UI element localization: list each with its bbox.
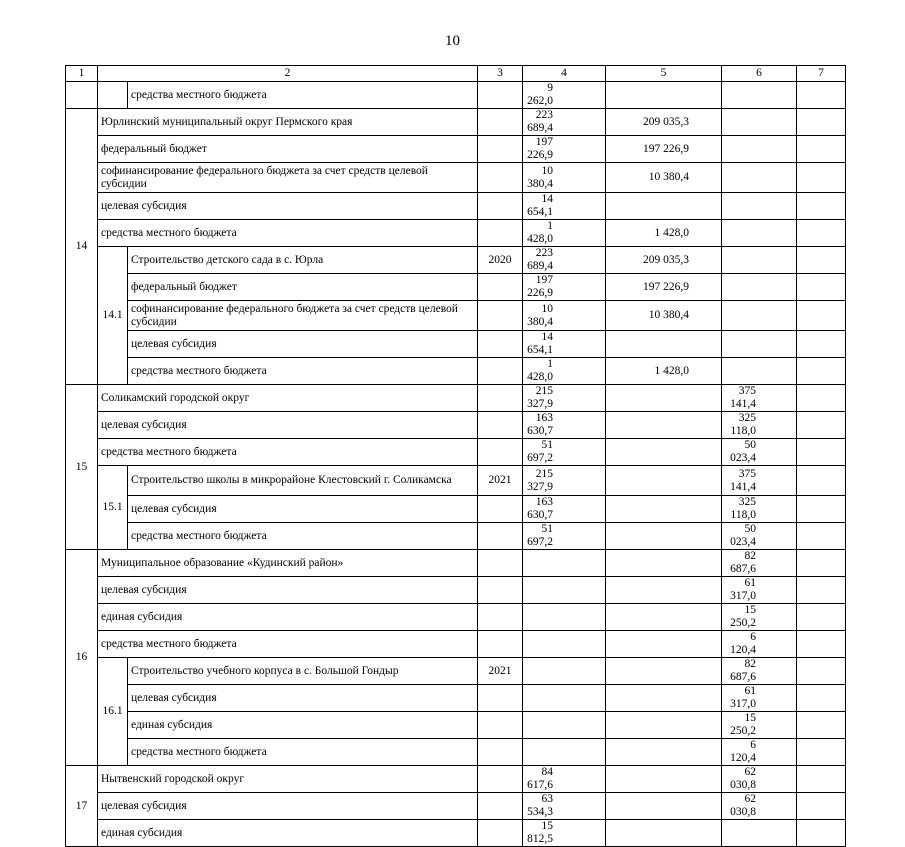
table-row	[66, 577, 846, 604]
row-label: средства местного бюджета	[128, 523, 478, 550]
table-row	[66, 109, 846, 136]
group-number: 16	[66, 550, 98, 766]
row-label: федеральный бюджет	[98, 136, 478, 163]
group-number: 14	[66, 109, 98, 385]
header-cell: 7	[797, 66, 846, 82]
table-row	[66, 412, 846, 439]
row-label: Соликамский городской округ	[98, 385, 478, 412]
group-number: 15	[66, 385, 98, 550]
value-cell: 50 023,4	[722, 439, 797, 466]
value-cell: 15 250,2	[722, 604, 797, 631]
row-label: Муниципальное образование «Кудинский район»	[98, 550, 478, 577]
value-cell: 51 697,2	[523, 439, 606, 466]
row-label: целевая субсидия	[98, 793, 478, 820]
value-cell: 10 380,4	[523, 163, 606, 193]
value-cell: 61 317,0	[722, 577, 797, 604]
row-label: единая субсидия	[98, 604, 478, 631]
row-label: целевая субсидия	[98, 193, 478, 220]
row-label: средства местного бюджета	[98, 631, 478, 658]
row-label: средства местного бюджета	[128, 739, 478, 766]
row-label: целевая субсидия	[98, 412, 478, 439]
table-row	[66, 136, 846, 163]
year-cell: 2021	[478, 466, 523, 496]
header-row	[66, 66, 846, 82]
row-label: Строительство школы в микрорайоне Клестовский г. Соликамска	[128, 466, 478, 496]
header-cell: 6	[722, 66, 797, 82]
value-cell: 375 141,4	[722, 466, 797, 496]
value-cell: 82 687,6	[722, 550, 797, 577]
row-label: целевая субсидия	[98, 577, 478, 604]
value-cell: 62 030,8	[722, 766, 797, 793]
value-cell: 197 226,9	[606, 274, 722, 301]
value-cell: 63 534,3	[523, 793, 606, 820]
value-cell: 6 120,4	[722, 631, 797, 658]
value-cell: 62 030,8	[722, 793, 797, 820]
year-cell: 2020	[478, 247, 523, 274]
value-cell: 14 654,1	[523, 193, 606, 220]
value-cell: 163 630,7	[523, 412, 606, 439]
header-cell: 3	[478, 66, 523, 82]
value-cell: 1 428,0	[523, 358, 606, 385]
value-cell: 10 380,4	[606, 163, 722, 193]
value-cell: 375 141,4	[722, 385, 797, 412]
value-cell: 1 428,0	[523, 220, 606, 247]
value-cell: 10 380,4	[606, 301, 722, 331]
value-cell: 1 428,0	[606, 220, 722, 247]
table-row	[66, 358, 846, 385]
value-cell: 51 697,2	[523, 523, 606, 550]
value-cell: 223 689,4	[523, 247, 606, 274]
row-label: средства местного бюджета	[98, 220, 478, 247]
row-label: Юрлинский муниципальный округ Пермского края	[98, 109, 478, 136]
value-cell: 10 380,4	[523, 301, 606, 331]
header-cell: 2	[98, 66, 478, 82]
row-label: федеральный бюджет	[128, 274, 478, 301]
table-row	[66, 820, 846, 847]
table-row	[66, 658, 846, 685]
row-label: средства местного бюджета	[128, 358, 478, 385]
value-cell: 14 654,1	[523, 331, 606, 358]
table-row	[66, 793, 846, 820]
value-cell: 197 226,9	[523, 136, 606, 163]
table-row	[66, 712, 846, 739]
table-row	[66, 274, 846, 301]
row-label: Нытвенский городской округ	[98, 766, 478, 793]
table-row	[66, 193, 846, 220]
value-cell: 215 327,9	[523, 466, 606, 496]
row-label: софинансирование федерального бюджета за счет средств целевой субсидии	[128, 301, 478, 331]
row-label: средства местного бюджета	[128, 82, 478, 109]
value-cell: 1 428,0	[606, 358, 722, 385]
table-row	[66, 766, 846, 793]
row-label: средства местного бюджета	[98, 439, 478, 466]
value-cell: 223 689,4	[523, 109, 606, 136]
value-cell: 15 812,5	[523, 820, 606, 847]
row-label: целевая субсидия	[128, 496, 478, 523]
subgroup-number: 16.1	[98, 658, 128, 766]
value-cell: 15 250,2	[722, 712, 797, 739]
table-row	[66, 163, 846, 193]
table-row	[66, 331, 846, 358]
table-row	[66, 247, 846, 274]
table-row	[66, 385, 846, 412]
table-row	[66, 550, 846, 577]
value-cell: 163 630,7	[523, 496, 606, 523]
table-row	[66, 220, 846, 247]
value-cell: 61 317,0	[722, 685, 797, 712]
value-cell: 197 226,9	[523, 274, 606, 301]
value-cell: 197 226,9	[606, 136, 722, 163]
value-cell: 84 617,6	[523, 766, 606, 793]
table-row	[66, 685, 846, 712]
value-cell: 209 035,3	[606, 247, 722, 274]
value-cell: 9 262,0	[523, 82, 606, 109]
budget-table	[65, 65, 846, 847]
row-label: единая субсидия	[98, 820, 478, 847]
value-cell: 325 118,0	[722, 496, 797, 523]
header-cell: 1	[66, 66, 98, 82]
row-label: Строительство учебного корпуса в с. Большой Гондыр	[128, 658, 478, 685]
year-cell: 2021	[478, 658, 523, 685]
table-row	[66, 496, 846, 523]
table-row	[66, 604, 846, 631]
value-cell: 6 120,4	[722, 739, 797, 766]
value-cell: 325 118,0	[722, 412, 797, 439]
value-cell: 209 035,3	[606, 109, 722, 136]
subgroup-number: 14.1	[98, 247, 128, 385]
table-row	[66, 82, 846, 109]
row-label: софинансирование федерального бюджета за счет средств целевой субсидии	[98, 163, 478, 193]
page-number: 10	[445, 33, 460, 49]
header-cell: 4	[523, 66, 606, 82]
row-label: Строительство детского сада в с. Юрла	[128, 247, 478, 274]
row-label: целевая субсидия	[128, 685, 478, 712]
table-row	[66, 439, 846, 466]
table-row	[66, 739, 846, 766]
group-number: 17	[66, 766, 98, 847]
row-label: единая субсидия	[128, 712, 478, 739]
value-cell: 215 327,9	[523, 385, 606, 412]
table-row	[66, 523, 846, 550]
value-cell: 82 687,6	[722, 658, 797, 685]
table-row	[66, 631, 846, 658]
value-cell: 50 023,4	[722, 523, 797, 550]
table-row	[66, 301, 846, 331]
header-cell: 5	[606, 66, 722, 82]
row-label: целевая субсидия	[128, 331, 478, 358]
table-row	[66, 466, 846, 496]
subgroup-number: 15.1	[98, 466, 128, 550]
